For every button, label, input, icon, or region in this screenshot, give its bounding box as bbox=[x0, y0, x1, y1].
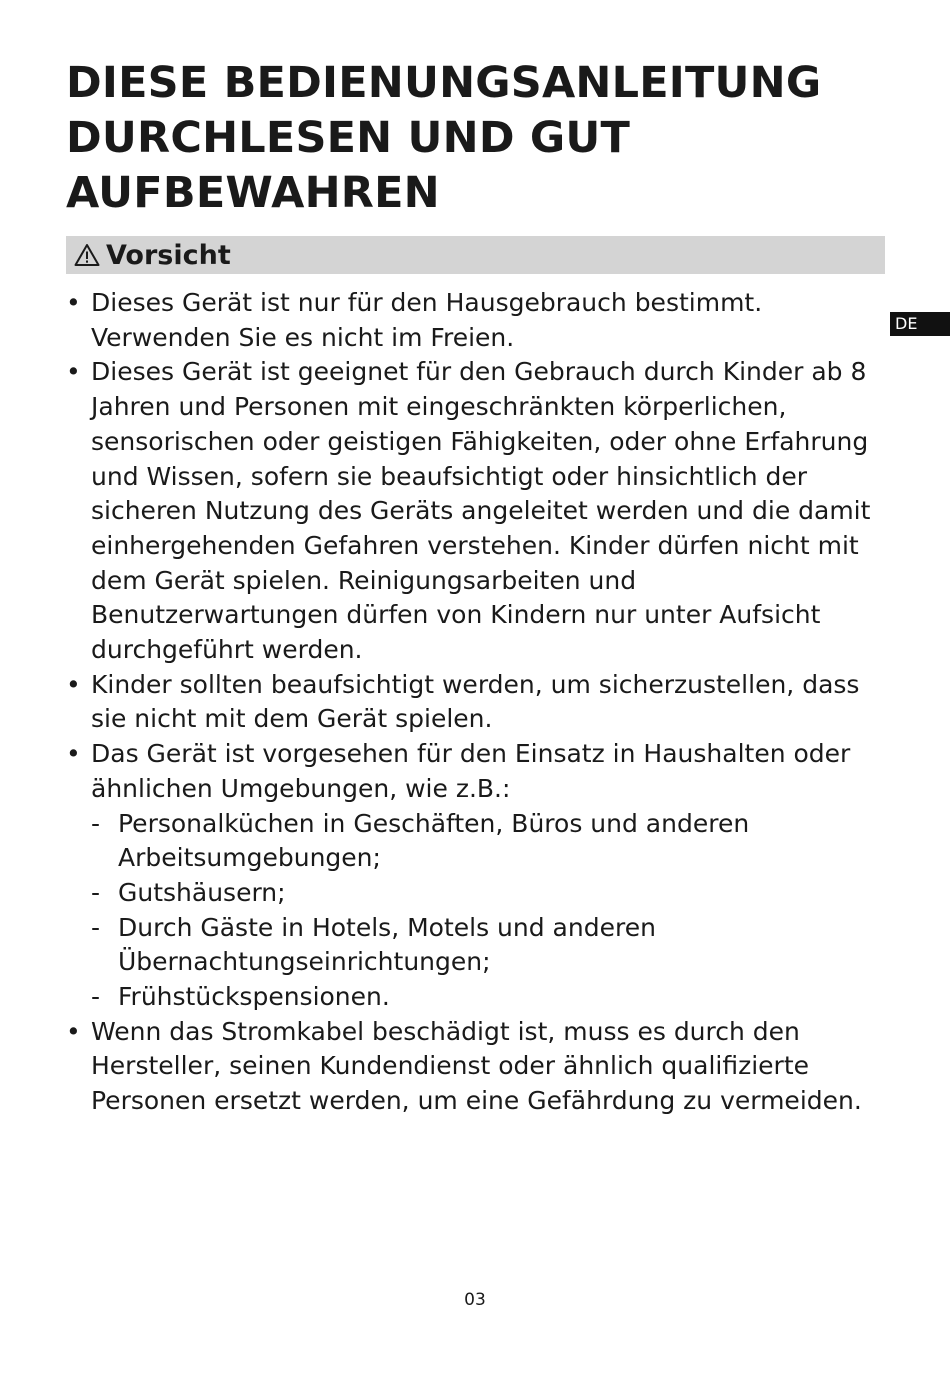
bullet-list bbox=[66, 286, 886, 1119]
warning-triangle-icon bbox=[74, 243, 106, 267]
sub-item-staff-kitchens: - Personalküchen in Geschäften, Büros und anderen Arbeitsumgebungen; bbox=[91, 807, 886, 876]
caution-label: Vorsicht bbox=[106, 239, 231, 271]
language-tab: DE bbox=[890, 312, 950, 336]
sub-item-farm-houses: - Gutshäusern; bbox=[91, 876, 886, 911]
household-use-text: Das Gerät ist vorgesehen für den Einsatz in Haushalten oder ähnlichen Umgebungen, wie z.B.: bbox=[91, 739, 851, 803]
safety-instructions bbox=[66, 286, 886, 1119]
bullet-item-supervision: • Kinder sollten beaufsichtigt werden, um sicherzustellen, dass sie nicht mit dem Gerät spielen. bbox=[66, 668, 886, 737]
sub-list bbox=[91, 807, 886, 1015]
sub-item-hotels: - Durch Gäste in Hotels, Motels und anderen Übernachtungseinrichtungen; bbox=[91, 911, 886, 980]
caution-header bbox=[66, 236, 885, 274]
page-title: DIESE BEDIENUNGSANLEITUNG DURCHLESEN UND GUT AUFBEWAHREN bbox=[66, 58, 822, 218]
bullet-item-children-usage: • Dieses Gerät ist geeignet für den Gebrauch durch Kinder ab 8 Jahren und Personen mit eingeschränkten körperlichen, sensorischen oder geistigen Fähigkeiten, oder ohne Erfahrung und Wissen, sofern sie beaufsichtigt oder hinsichtlich der sicheren Nutzung des Geräts angeleitet werden und die damit einhergehenden Gefahren verstehen. Kinder dürfen nicht mit dem Gerät spielen. Reinigungsarbeiten und Benutzerwartungen dürfen von Kindern nur unter Aufsicht durchgeführt werden. bbox=[66, 355, 886, 667]
bullet-item-household-use bbox=[66, 737, 886, 1015]
bullet-item-power-cord: • Wenn das Stromkabel beschädigt ist, muss es durch den Hersteller, seinen Kundendienst oder ähnlich qualifizierte Personen ersetzt werden, um eine Gefährdung zu vermeiden. bbox=[66, 1015, 886, 1119]
sub-item-bed-breakfast: - Frühstückspensionen. bbox=[91, 980, 886, 1015]
bullet-item-indoor-use: • Dieses Gerät ist nur für den Hausgebrauch bestimmt. Verwenden Sie es nicht im Freien. bbox=[66, 286, 886, 355]
page-number: 03 bbox=[464, 1290, 486, 1310]
